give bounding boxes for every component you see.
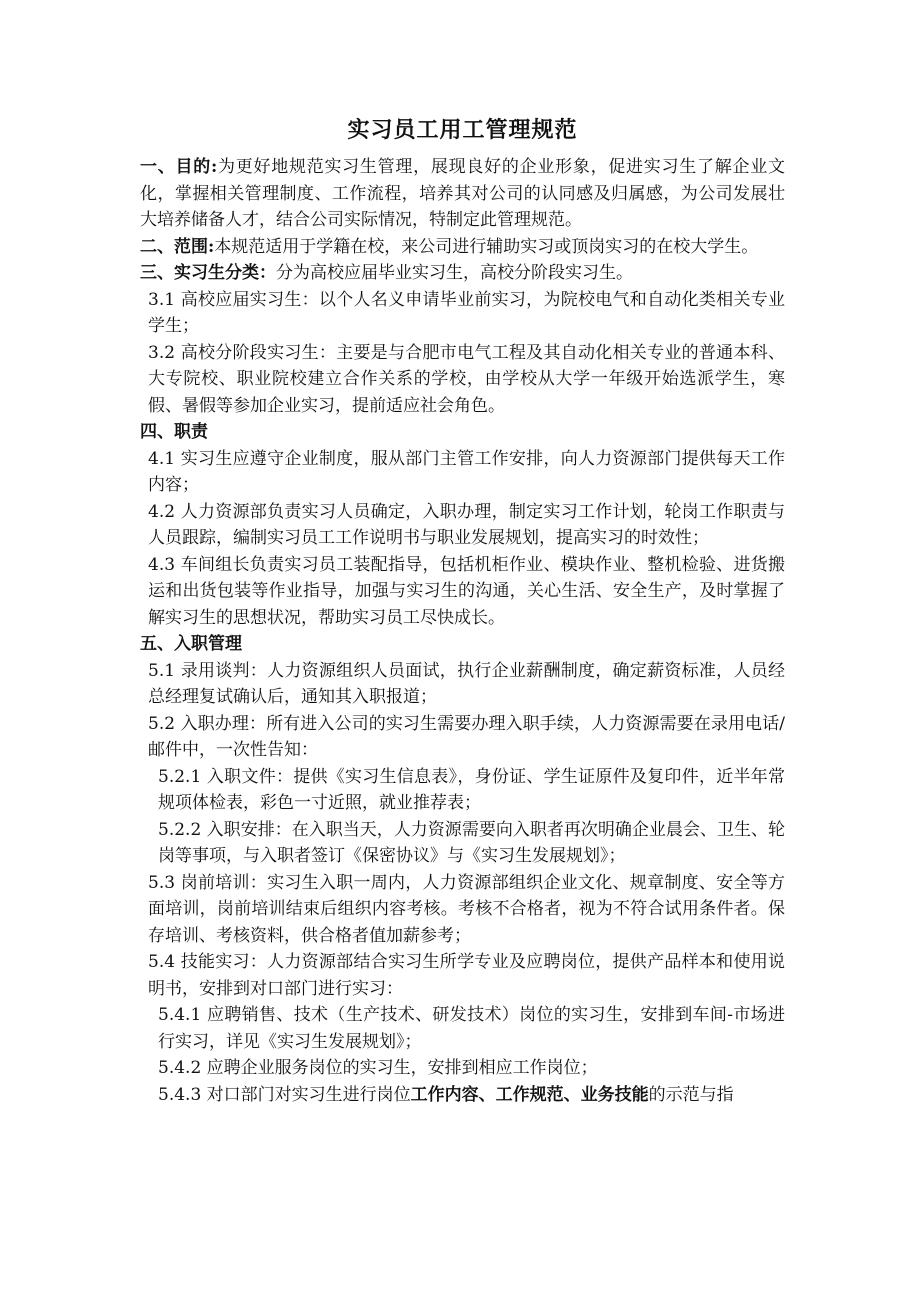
clause-4-1: 4.1 实习生应遵守企业制度，服从部门主管工作安排，向人力资源部门提供每天工作内容；	[148, 448, 785, 495]
paragraph-text: 5.4.3 对口部门对实习生进行岗位	[158, 1084, 411, 1105]
clause-5-4: 5.4 技能实习：人力资源部结合实习生所学专业及应聘岗位，提供产品样本和使用说明书，安排到对口部门进行实习：	[148, 952, 785, 999]
paragraph-text: 本规范适用于学籍在校，来公司进行辅助实习或顶岗实习的在校大学生。	[214, 236, 759, 257]
document-page	[140, 110, 785, 1108]
section-heading: 一、目的:	[140, 157, 218, 177]
clause-5-3: 5.3 岗前培训：实习生入职一周内，人力资源部组织企业文化、规章制度、安全等方面培训，岗前培训结束后组织内容考核。考核不合格者，视为不符合试用条件者。保存培训、考核资料，供合格者值加薪参考；	[148, 872, 785, 946]
paragraph-text: 的示范与指	[648, 1084, 734, 1105]
clause-5-2-2: 5.2.2 入职安排：在入职当天，人力资源需要向入职者再次明确企业晨会、卫生、轮岗等事项，与入职者签订《保密协议》与《实习生发展规划》；	[158, 819, 785, 866]
clause-5-2-1: 5.2.1 入职文件：提供《实习生信息表》，身份证、学生证原件及复印件，近半年常规项体检表，彩色一寸近照，就业推荐表；	[158, 766, 785, 813]
section-scope	[140, 234, 785, 261]
section-duties: 四、职责	[140, 422, 208, 442]
emphasis-text: 工作内容、工作规范、业务技能	[410, 1084, 649, 1105]
paragraph-text: 分为高校应届毕业实习生，高校分阶段实习生。	[276, 263, 633, 283]
section-onboarding: 五、入职管理	[140, 634, 242, 654]
section-heading: 三、实习生分类：	[140, 263, 276, 283]
clause-5-4-3	[140, 1082, 785, 1109]
clause-5-1: 5.1 录用谈判：人力资源组织人员面试，执行企业薪酬制度，确定薪资标准，人员经总经理复试确认后，通知其入职报道；	[148, 660, 785, 707]
section-purpose	[140, 154, 785, 234]
clause-4-2: 4.2 人力资源部负责实习人员确定，入职办理，制定实习工作计划，轮岗工作职责与人员跟踪，编制实习员工工作说明书与职业发展规划，提高实习的时效性；	[148, 501, 785, 548]
clause-3-1: 3.1 高校应届实习生：以个人名义申请毕业前实习，为院校电气和自动化类相关专业学生；	[148, 289, 785, 336]
clause-5-2: 5.2 入职办理：所有进入公司的实习生需要办理入职手续，人力资源需要在录用电话/邮件中，一次性告知：	[148, 713, 785, 760]
clause-5-4-2: 5.4.2 应聘企业服务岗位的实习生，安排到相应工作岗位；	[158, 1058, 598, 1078]
section-heading: 二、范围:	[140, 236, 215, 257]
paragraph-text: 为更好地规范实习生管理，展现良好的企业形象，促进实习生了解企业文化，掌握相关管理制度、工作流程，培养其对公司的认同感及归属感，为公司发展壮大培养储备人才，结合公司实际情况，特制定此管理规范。	[140, 157, 785, 230]
page-title: 实习员工用工管理规范	[347, 117, 578, 143]
clause-4-3: 4.3 车间组长负责实习员工装配指导，包括机柜作业、模块作业、整机检验、进货搬运和出货包装等作业指导，加强与实习生的沟通，关心生活、安全生产，及时掌握了解实习生的思想状况，帮助实习员工尽快成长。	[148, 554, 785, 628]
section-classification	[140, 260, 785, 287]
clause-5-4-1: 5.4.1 应聘销售、技术（生产技术、研发技术）岗位的实习生，安排到车间-市场进行实习，详见《实习生发展规划》；	[158, 1005, 785, 1052]
clause-3-2: 3.2 高校分阶段实习生：主要是与合肥市电气工程及其自动化相关专业的普通本科、大专院校、职业院校建立合作关系的学校，由学校从大学一年级开始选派学生，寒假、暑假等参加企业实习，提前适应社会角色。	[148, 342, 785, 416]
